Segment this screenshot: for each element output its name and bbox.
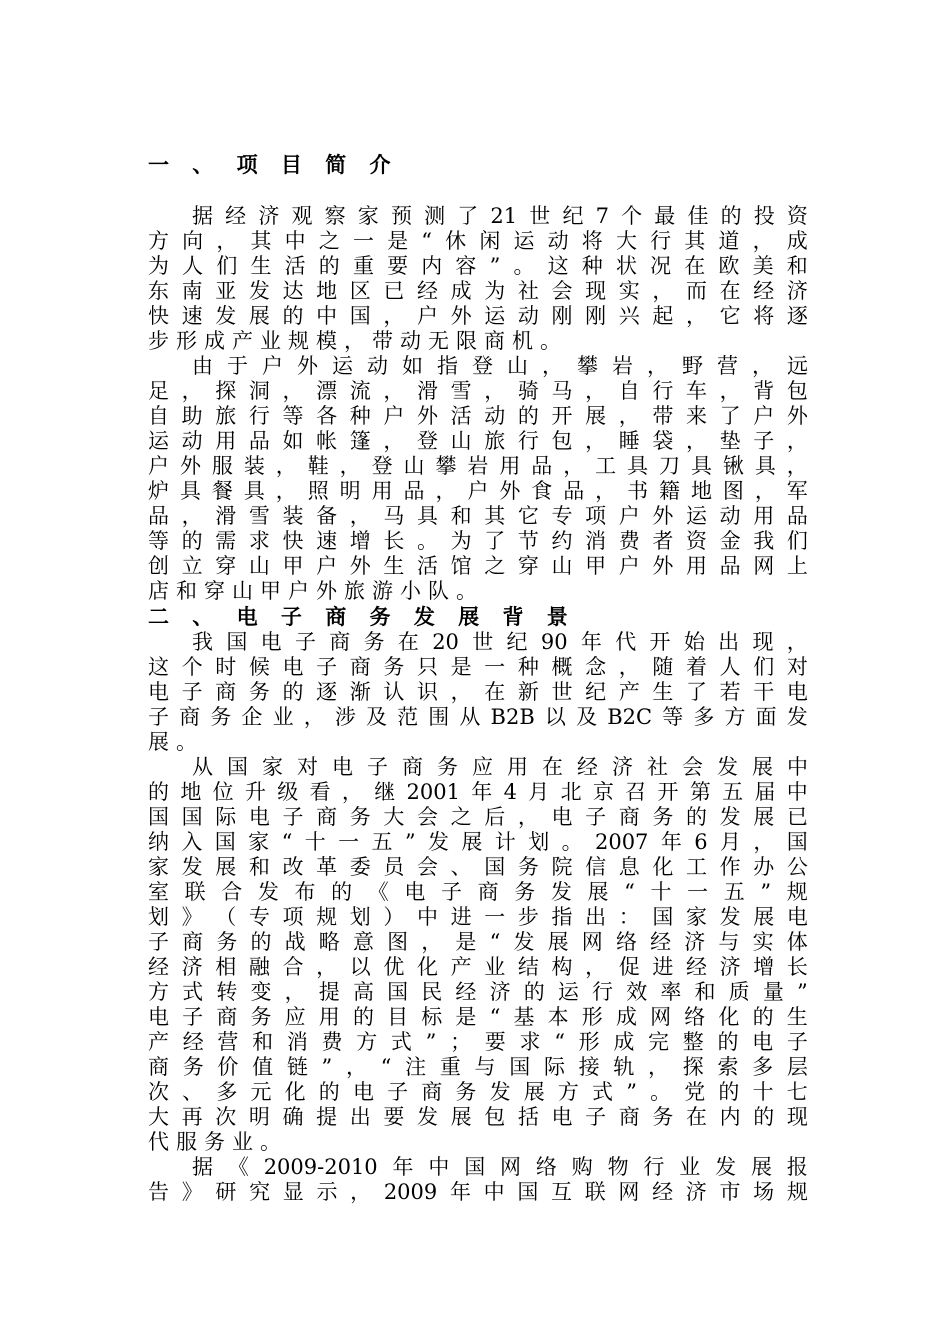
text-line: 电 子 商 务 的 逐 渐 认 识 ， 在 新 世 纪 产 生 了 若 干 电 [148,680,808,704]
text-line: 我 国 电 子 商 务 在 20 世 纪 90 年 代 开 始 出 现 ， [192,630,808,654]
text-line: 大 再 次 明 确 提 出 要 发 展 包 括 电 子 商 务 在 内 的 现 [148,1105,808,1129]
text-line: 创 立 穿 山 甲 户 外 生 活 馆 之 穿 山 甲 户 外 用 品 网 上 [148,554,808,578]
text-line: 东 南 亚 发 达 地 区 已 经 成 为 社 会 现 实 ， 而 在 经 济 [148,279,808,303]
text-line: 从 国 家 对 电 子 商 务 应 用 在 经 济 社 会 发 展 中 [192,755,808,779]
text-line: 商 务 价 值 链 ” ， “ 注 重 与 国 际 接 轨 ， 探 索 多 层 [148,1055,808,1079]
text-line: 产 经 营 和 消 费 方 式 ” ； 要 求 “ 形 成 完 整 的 电 子 [148,1030,808,1054]
text-line: 家 发 展 和 改 革 委 员 会 、 国 务 院 信 息 化 工 作 办 公 [148,855,808,879]
paragraph [148,1155,808,1205]
text-line: 经 济 相 融 合 ， 以 优 化 产 业 结 构 ， 促 进 经 济 增 长 [148,955,808,979]
text-line: 纳 入 国 家 “ 十 一 五 ” 发 展 计 划 。 2007 年 6 月 ， 国 [148,830,808,854]
section-heading-ecommerce-background: 二 、 电 子 商 务 发 展 背 景 [148,605,576,629]
text-line: 子 商 务 的 战 略 意 图 ， 是 “ 发 展 网 络 经 济 与 实 体 [148,930,808,954]
text-line: 快 速 发 展 的 中 国 ， 户 外 运 动 刚 刚 兴 起 ， 它 将 逐 [148,304,808,328]
text-line: 方 向 ， 其 中 之 一 是 “ 休 闲 运 动 将 大 行 其 道 ， 成 [148,229,808,253]
text-line: 户 外 服 装 ， 鞋 ， 登 山 攀 岩 用 品 ， 工 具 刀 具 锹 具 ， [148,454,808,478]
text-line: 告 》 研 究 显 示 ， 2009 年 中 国 互 联 网 经 济 市 场 规 [148,1180,808,1204]
text-line: 足 ， 探 洞 ， 漂 流 ， 滑 雪 ， 骑 马 ， 自 行 车 ， 背 包 [148,379,808,403]
text-line: 这 个 时 候 电 子 商 务 只 是 一 种 概 念 ， 随 着 人 们 对 [148,655,808,679]
text-line: 自 助 旅 行 等 各 种 户 外 活 动 的 开 展 ， 带 来 了 户 外 [148,404,808,428]
text-line: 的 地 位 升 级 看 ， 继 2001 年 4 月 北 京 召 开 第 五 届 中 [148,780,808,804]
text-line: 炉 具 餐 具 ， 照 明 用 品 ， 户 外 食 品 ， 书 籍 地 图 ， 军 [148,479,808,503]
text-line: 店和穿山甲户外旅游小队。 [148,579,484,603]
text-line: 室 联 合 发 布 的 《 电 子 商 务 发 展 “ 十 一 五 ” 规 [148,880,808,904]
text-line: 品 ， 滑 雪 装 备 ， 马 具 和 其 它 专 项 户 外 运 动 用 品 [148,504,808,528]
text-line: 划 》 （ 专 项 规 划 ） 中 进 一 步 指 出 ： 国 家 发 展 电 [148,905,808,929]
text-line: 次 、 多 元 化 的 电 子 商 务 发 展 方 式 ” 。 党 的 十 七 [148,1080,808,1104]
text-line: 国 国 际 电 子 商 务 大 会 之 后 ， 电 子 商 务 的 发 展 已 [148,805,808,829]
text-line: 电 子 商 务 应 用 的 目 标 是 “ 基 本 形 成 网 络 化 的 生 [148,1005,808,1029]
text-line: 据 经 济 观 察 家 预 测 了 21 世 纪 7 个 最 佳 的 投 资 [192,204,808,228]
paragraph [148,354,808,604]
text-line: 等 的 需 求 快 速 增 长 。 为 了 节 约 消 费 者 资 金 我 们 [148,529,808,553]
paragraph [148,204,808,354]
paragraph [148,755,808,1155]
text-line: 为 人 们 生 活 的 重 要 内 容 ” 。 这 种 状 况 在 欧 美 和 [148,254,808,278]
text-line: 子 商 务 企 业 ， 涉 及 范 围 从 B2B 以 及 B2C 等 多 方 面 发 [148,705,808,729]
text-line: 方 式 转 变 ， 提 高 国 民 经 济 的 运 行 效 率 和 质 量 ” [148,980,808,1004]
paragraph [148,630,808,755]
text-line: 代服务业。 [148,1130,288,1154]
text-line: 步形成产业规模，带动无限商机。 [148,329,568,353]
document-body [148,152,808,1205]
text-line: 展。 [148,730,204,754]
text-line: 由 于 户 外 运 动 如 指 登 山 ， 攀 岩 ， 野 营 ， 远 [192,354,808,378]
text-line: 据 《 2009-2010 年 中 国 网 络 购 物 行 业 发 展 报 [192,1155,808,1179]
section-heading-project-intro: 一 、 项 目 简 介 [148,153,399,177]
text-line: 运 动 用 品 如 帐 篷 ， 登 山 旅 行 包 ， 睡 袋 ， 垫 子 ， [148,429,808,453]
